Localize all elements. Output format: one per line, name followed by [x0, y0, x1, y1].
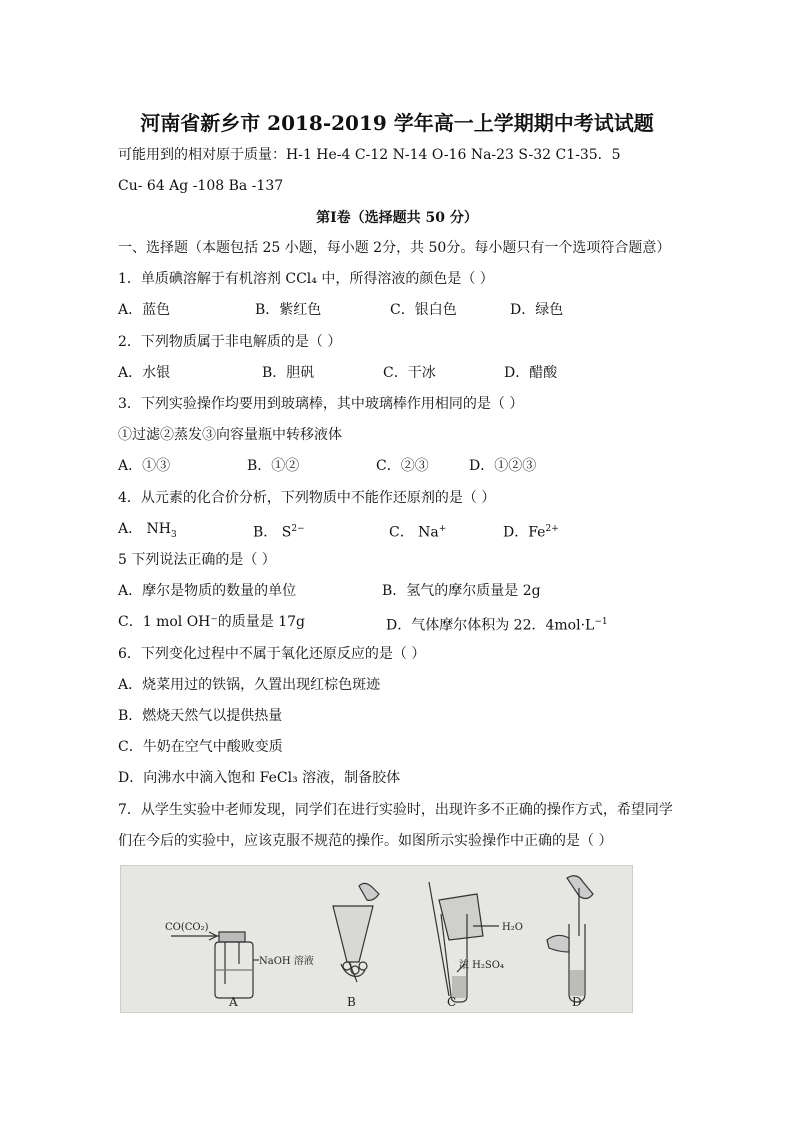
a-solution-label: NaOH 溶液	[259, 956, 314, 967]
q3-option-c: C．②③	[376, 458, 429, 474]
q5-option-a: A．摩尔是物质的数量的单位	[118, 583, 297, 599]
caption-d: D	[572, 995, 582, 1009]
q6-option-c: C．牛奶在空气中酸败变质	[118, 739, 283, 755]
apparatus-b-funnel	[333, 883, 379, 982]
caption-a: A	[229, 995, 238, 1009]
atomic-mass-line-2: Cu- 64 Ag -108 Ba -137	[118, 178, 284, 194]
q4-option-b: B． $S^{2-}$	[253, 524, 305, 541]
q3-option-d: D．①②③	[469, 458, 537, 474]
q4-option-c: C． Na+	[389, 524, 447, 541]
q2-option-d: D．醋酸	[504, 365, 558, 381]
question-1-stem: 1．单质碘溶解于有机溶剂 CCl₄ 中，所得溶液的颜色是（ ）	[118, 271, 494, 287]
q2-option-a: A．水银	[118, 365, 171, 381]
q4-option-a: A． $NH_3$	[118, 521, 177, 540]
instructions: 一、选择题（本题包括 25 小题，每小题 2分，共 50分。每小题只有一个选项符合题意）	[118, 240, 671, 256]
question-6-stem: 6．下列变化过程中不属于氧化还原反应的是（ ）	[118, 646, 426, 662]
question-3-items: ①过滤②蒸发③向容量瓶中转移液体	[118, 427, 342, 443]
q4-option-d: D．$Fe^{2+}$	[503, 524, 559, 541]
caption-b: B	[347, 995, 356, 1009]
q5-option-d: D．气体摩尔体积为 22．$4mol\cdot L^{-1}$	[386, 617, 608, 634]
page-title: 河南省新乡市 2018-2019 学年高一上学期期中考试试题	[140, 111, 654, 135]
lab-figure-drawing	[121, 866, 632, 1012]
apparatus-d-test-tube	[547, 876, 593, 1002]
question-7-stem-line-2: 们在今后的实验中，应该克服不规范的操作。如图所示实验操作中正确的是（ ）	[118, 833, 613, 849]
q6-option-b: B．燃烧天然气以提供热量	[118, 708, 283, 724]
c-water-label: H₂O	[502, 922, 523, 933]
q1-option-a: A．蓝色	[118, 302, 171, 318]
question-2-stem: 2．下列物质属于非电解质的是（ ）	[118, 334, 342, 350]
question-7-stem-line-1: 7．从学生实验中老师发现，同学们在进行实验时，出现许多不正确的操作方式，希望同学	[118, 802, 673, 818]
q1-option-b: B．紫红色	[255, 302, 322, 318]
question-3-stem: 3．下列实验操作均要用到玻璃棒，其中玻璃棒作用相同的是（ ）	[118, 396, 524, 412]
q5-option-b: B．氢气的摩尔质量是 2g	[382, 583, 541, 599]
q6-option-d: D．向沸水中滴入饱和 FeCl₃ 溶液，制备胶体	[118, 770, 401, 786]
lab-operations-figure	[120, 865, 633, 1013]
q6-option-a: A．烧菜用过的铁锅，久置出现红棕色斑迹	[118, 677, 381, 693]
q3-option-a: A．①③	[118, 458, 171, 474]
apparatus-a-gas-bottle	[171, 932, 259, 998]
q1-option-d: D．绿色	[510, 302, 564, 318]
c-acid-label: 浓 H₂SO₄	[459, 960, 504, 971]
atomic-mass-line-1: 可能用到的相对原于质量：H-1 He-4 C-12 N-14 O-16 Na-23 S-32 C1-35．5	[118, 147, 621, 163]
question-5-stem: 5 下列说法正确的是（ ）	[118, 552, 276, 568]
section-title: 第Ⅰ卷（选择题共 50 分）	[316, 210, 478, 226]
q1-option-c: C．银白色	[390, 302, 457, 318]
question-4-stem: 4．从元素的化合价分析，下列物质中不能作还原剂的是（ ）	[118, 490, 496, 506]
q2-option-c: C．干冰	[383, 365, 436, 381]
apparatus-c-dilution	[429, 882, 499, 1002]
q3-option-b: B．①②	[247, 458, 300, 474]
q5-option-c: C．1 mol OH⁻的质量是 17g	[118, 614, 306, 630]
caption-c: C	[447, 995, 457, 1009]
q2-option-b: B．胆矾	[262, 365, 315, 381]
a-gas-label: CO(CO₂)	[165, 922, 209, 933]
